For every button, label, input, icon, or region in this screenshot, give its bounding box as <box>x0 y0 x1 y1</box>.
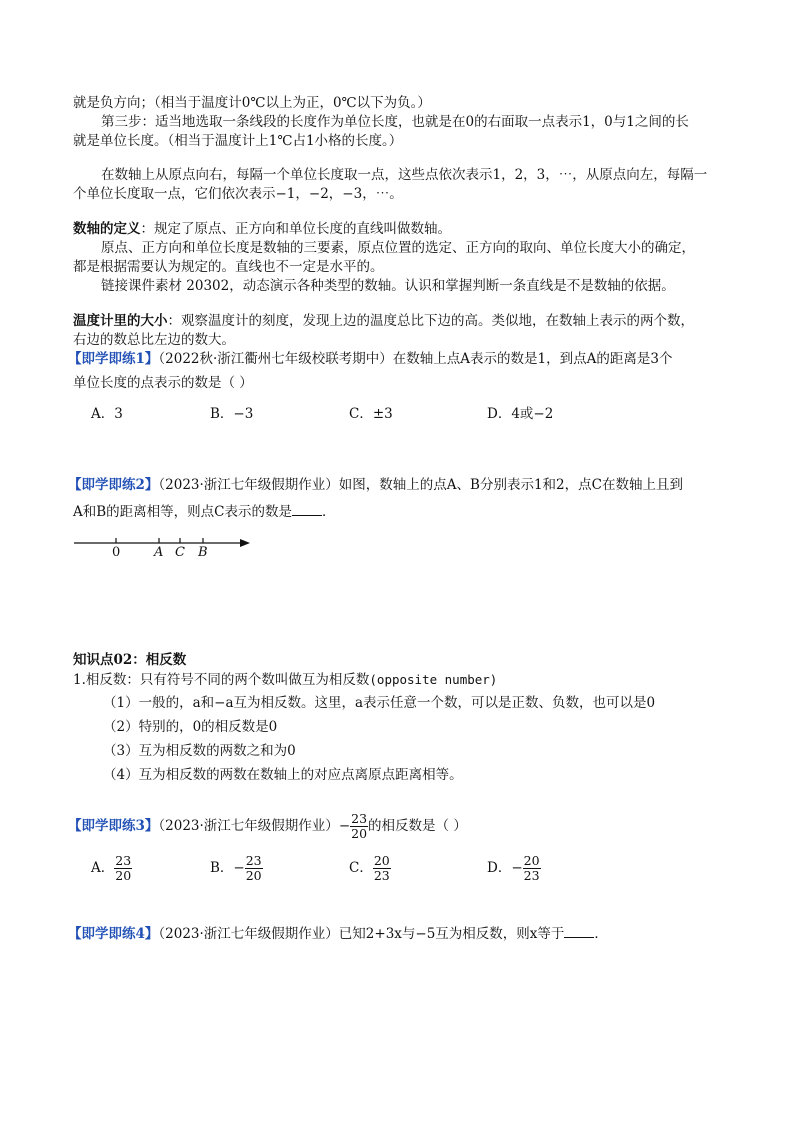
option-a[interactable]: A．3 <box>91 406 123 422</box>
section-title: 知识点02：相反数 <box>73 652 187 668</box>
text-line: 链接课件素材 20302，动态演示各种类型的数轴。认识和掌握判断一条直线是不是数轴的依据。 <box>101 278 675 294</box>
kp2-intro <box>73 670 497 690</box>
text-line: 在数轴上从原点向右，每隔一个单位长度取一点，这些点依次表示1，2，3，⋯，从原点向左，每隔一 <box>101 167 708 183</box>
exercise-text: A和B的距离相等，则点C表示的数是 <box>73 504 292 520</box>
text-line: 就是负方向；（相当于温度计0℃以上为正，0℃以下为负。） <box>73 95 431 111</box>
temperature-text: ：观察温度计的刻度，发现上边的温度总比下边的高。类似地，在数轴上表示的两个数， <box>167 313 694 329</box>
answer-blank[interactable] <box>564 925 594 938</box>
option-c[interactable]: C．±3 <box>349 406 393 422</box>
option-c[interactable]: C． $\frac{20}{23}$ <box>349 853 390 883</box>
definition-text: ：规定了原点、正方向和单位长度的直线叫做数轴。 <box>140 221 451 237</box>
exercise-text: （2023·浙江七年级假期作业）已知2+3x与−5互为相反数，则x等于 <box>158 926 565 942</box>
exercise-4-line <box>68 925 608 944</box>
exercise-2-line2 <box>73 503 336 522</box>
fraction: $\frac{23}{20}$ <box>351 811 368 841</box>
intro-english: (opposite number) <box>369 672 498 687</box>
option-d[interactable]: D．− $\frac{20}{23}$ <box>487 853 540 883</box>
exercise-2-line <box>68 476 683 495</box>
kp2-item: （4）互为相反数的两数在数轴上的对应点离原点距离相等。 <box>103 767 463 783</box>
text-line: 右边的数总比左边的数大。 <box>73 332 235 348</box>
punct: ． <box>594 926 608 942</box>
text-line: 原点、正方向和单位长度是数轴的三要素，原点位置的选定、正方向的取向、单位长度大小的确定， <box>101 240 695 256</box>
text-line: 第三步：适当地选取一条线段的长度作为单位长度，也就是在0的右面取一点表示1，0与1之间的长 <box>101 114 689 130</box>
exercise-1-line <box>68 350 672 369</box>
option-d[interactable]: D．4或−2 <box>487 406 554 422</box>
exercise-tail: 的相反数是（ ） <box>368 818 467 834</box>
answer-blank[interactable] <box>292 503 322 516</box>
definition-line <box>73 220 451 239</box>
text-line: 都是根据需要认为规定的。直线也不一定是水平的。 <box>73 259 384 275</box>
option-b[interactable]: B．− $\frac{23}{20}$ <box>210 853 262 883</box>
axis-label-b: B <box>198 545 208 560</box>
kp2-item: （3）互为相反数的两数之和为0 <box>103 743 296 759</box>
intro-text: 1.相反数：只有符号不同的两个数叫做互为相反数 <box>73 672 370 688</box>
exercise-text: （2022秋·浙江衢州七年级校联考期中）在数轴上点A表示的数是1，到点A的距离是3个 <box>158 351 673 367</box>
temperature-line <box>73 312 694 331</box>
exercise-tag: 【即学即练3】 <box>68 818 159 834</box>
kp2-item: （2）特别的，0的相反数是0 <box>103 719 278 735</box>
text-line: 单位长度的点表示的数是（ ） <box>73 375 253 391</box>
option-b[interactable]: B．−3 <box>210 406 254 422</box>
definition-label: 数轴的定义 <box>73 221 141 237</box>
option-a[interactable]: A． $\frac{23}{20}$ <box>91 853 132 883</box>
number-line <box>70 532 260 564</box>
text-line: 就是单位长度。（相当于温度计上1℃占1小格的长度。） <box>73 133 403 149</box>
text-line: 个单位长度取一点，它们依次表示−1，−2，−3，⋯。 <box>73 186 403 202</box>
exercise-text: （2023·浙江七年级假期作业）如图，数轴上的点A、B分别表示1和2，点C在数轴上且到 <box>158 477 683 493</box>
minus-sign: − <box>338 818 351 834</box>
axis-label-0: 0 <box>112 545 121 560</box>
punct: ． <box>322 504 336 520</box>
temperature-label: 温度计里的大小 <box>73 313 168 329</box>
axis-label-a: A <box>154 545 164 560</box>
axis-label-c: C <box>175 545 185 560</box>
exercise-tag: 【即学即练2】 <box>68 477 159 493</box>
exercise-tag: 【即学即练4】 <box>68 926 159 942</box>
exercise-tag: 【即学即练1】 <box>68 351 159 367</box>
exercise-text: （2023·浙江七年级假期作业） <box>158 818 339 834</box>
exercise-3-line <box>68 808 467 844</box>
kp2-item: （1）一般的，a和−a互为相反数。这里，a表示任意一个数，可以是正数、负数，也可以是0 <box>103 695 656 711</box>
